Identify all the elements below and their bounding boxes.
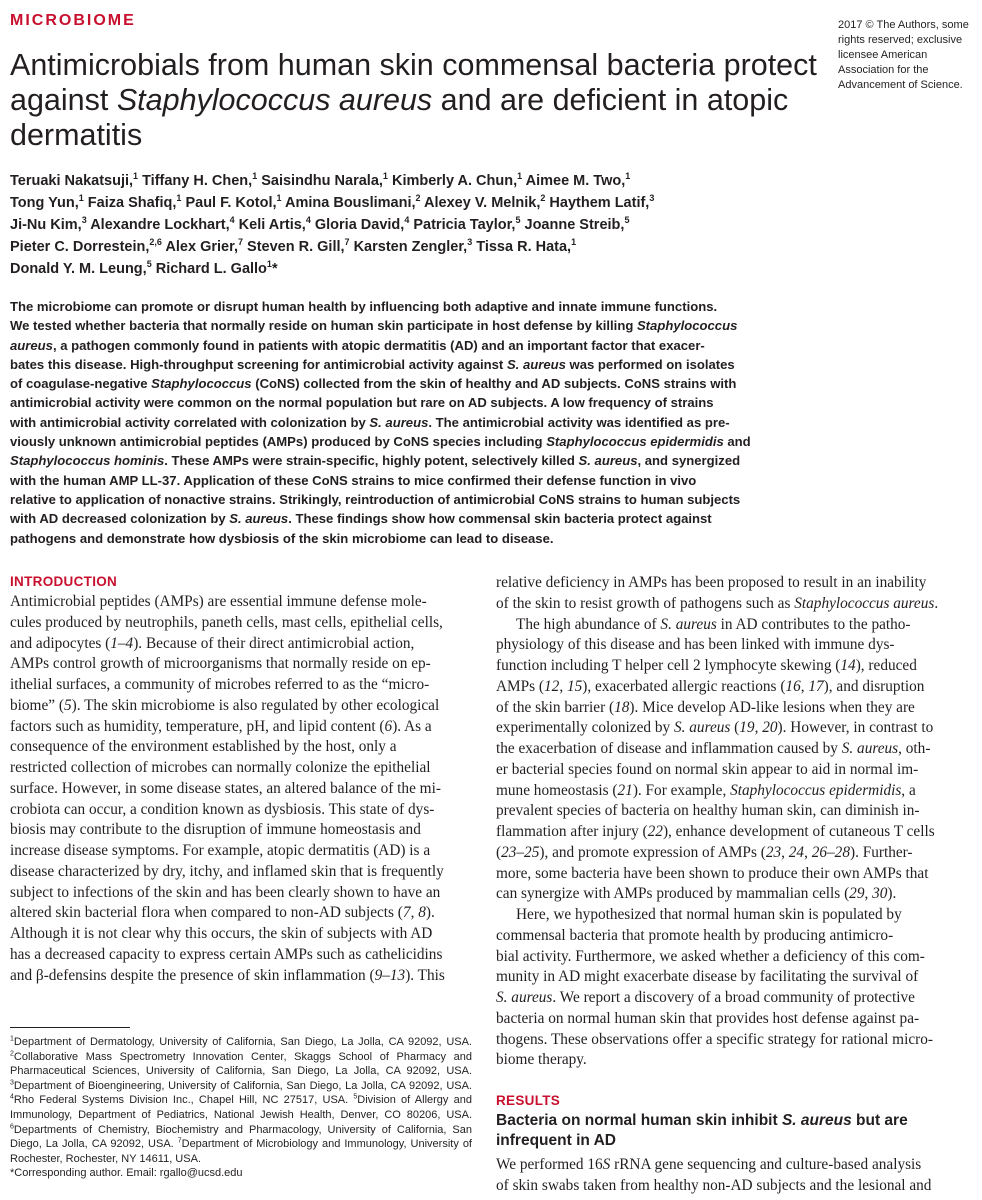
intro-paragraph-3: Here, we hypothesized that normal human skin is populated by commensal bacteria that promote health by producing antimicro- bial activity. Furthermore, we asked whether a deficiency of this com- munity in AD might exacerbate disease by facilitating the survival of S. aureus. We report a discovery of a broad community of protective bacteria on normal human skin that provides host defense against pa- thogens. These observations offer a specific strategy for rational micro- biome therapy. — [496, 906, 933, 1069]
results-subheading: Bacteria on normal human skin inhibit S. aureus but are infrequent in AD — [496, 1112, 908, 1149]
results-heading: RESULTS — [496, 1093, 561, 1108]
intro-paragraph-2: The high abundance of S. aureus in AD contributes to the patho- physiology of this disease and has been linked with immune dys- function including T helper cell 2 lymphocyte skewing (14), reduced AMPs (12, 15), exacerbated allergic reactions (16, 17), and disruption of the skin barrier (18). Mice develop AD-like lesions when they are experimentally colonized by S. aureus (19, 20). However, in contrast to the exacerbation of disease and inflammation caused by S. aureus, oth- er bacterial species found on normal skin appear to aid in normal im- mune homeostasis (21). For example, Staphylococcus epidermidis, a prevalent species of bacteria on healthy human skin, can diminish in- flammation after injury (22), enhance development of cutaneous T cells (23–25), and promote expression of AMPs (23, 24, 26–28). Further- more, some bacteria have been shown to produce their own AMPs that can synergize with AMPs produced by mammalian cells (29, 30). — [496, 615, 935, 903]
left-column-text — [10, 592, 478, 986]
section-label: MICROBIOME — [10, 12, 136, 29]
results-paragraph: We performed 16S rRNA gene sequencing and culture-based analysis of skin swabs taken from healthy non-AD subjects and the lesional and — [496, 1156, 932, 1194]
copyright-notice: 2017 © The Authors, some rights reserved; exclusive licensee American Association for the Advancement of Science. — [838, 19, 969, 91]
article-title — [10, 48, 820, 153]
introduction-heading: INTRODUCTION — [10, 574, 118, 589]
title-italic-species: Staphylococcus aureus — [116, 83, 433, 117]
intro-paragraph-1-continued: relative deficiency in AMPs has been proposed to result in an inability of the skin to resist growth of pathogens such as Staphylococcus aureus. — [496, 574, 939, 612]
author-affiliations: $^1$Department of Dermatology, University of California, San Diego, La Jolla, CA 92092, USA. $^2$Collaborative Mass Spectrometry Innovation Center, Skaggs School of Pharmacy and Pharmaceutical Sciences, University of California, San Diego, La Jolla, CA 92092, USA. $^3$Department of Bioengineering, University of California, San Diego, La Jolla, CA 92092, USA. $^4$Rho Federal Systems Division Inc., Chapel Hill, NC 27517, USA. $^5$Division of Allergy and Immunology, Department of Pediatrics, National Jewish Health, Denver, CO 80206, USA. $^6$Departments of Chemistry, Biochemistry and Pharmacology, University of California, San Diego, La Jolla, CA 92092, USA. $^7$Department of Microbiology and Immunology, University of Rochester, Rochester, NY 14611, USA. *Corresponding author. Email: rgallo@ucsd.edu — [10, 1035, 472, 1180]
title-part-1: Antimicrobials from human skin commensal bacteria protect against — [10, 48, 817, 117]
intro-paragraph-1: Antimicrobial peptides (AMPs) are essential immune defense mole- cules produced by neutrophils, paneth cells, mast cells, epithelial cells, and adipocytes (1–4). Because of their direct antimicrobial action, AMPs control growth of microorganisms that normally reside on ep- ithelial surfaces, a community of microbes referred to as the “micro- biome” (5). The skin microbiome is also regulated by other ecological factors such as humidity, temperature, pH, and lipid content (6). As a consequence of the environment established by the host, only a restricted collection of microbes can normally colonize the epithelial surface. However, in some disease states, an altered balance of the mi- crobiota can occur, a condition known as dysbiosis. This state of dys- biosis may contribute to the disruption of immune homeostasis and increase disease symptoms. For example, atopic dermatitis (AD) is a disease characterized by dry, itchy, and inflamed skin that is frequently subject to infections of the skin and has been clearly shown to have an altered skin bacterial flora when compared to non-AD subjects (7, 8). Although it is not clear why this occurs, the skin of subjects with AD has a decreased capacity to express certain AMPs such as cathelicidins and β-defensins despite the presence of skin inflammation (9–13). This — [10, 593, 445, 984]
right-column-text — [496, 573, 961, 1071]
author-list: Teruaki Nakatsuji,$^1$ Tiffany H. Chen,$^1$ Saisindhu Narala,$^1$ Kimberly A. Chun,$^1$ Aimee M. Two,$^1$ Tong Yun,$^1$ Faiza Shafiq,$^1$ Paul F. Kotol,$^1$ Amina Bouslimani,$^2$ Alexey V. Melnik,$^2$ Haythem Latif,$^3$ Ji-Nu Kim,$^3$ Alexandre Lockhart,$^4$ Keli Artis,$^4$ Gloria David,$^4$ Patricia Taylor,$^5$ Joanne Streib,$^5$ Pieter C. Dorrestein,$^{2,6}$ Alex Grier,$^7$ Steven R. Gill,$^7$ Karsten Zengler,$^3$ Tissa R. Hata,$^1$ Donald Y. M. Leung,$^5$ Richard L. Gallo$^1$* — [10, 171, 655, 277]
footnote-divider — [10, 1027, 130, 1028]
title-part-2: and are deficient in atopic dermatitis — [10, 83, 789, 152]
abstract: The microbiome can promote or disrupt human health by influencing both adaptive and innate immune functions. We tested whether bacteria that normally reside on human skin participate in host defense by killing Staphylococcus aureus, a pathogen commonly found in patients with atopic dermatitis (AD) and an important factor that exacer- bates this disease. High-throughput screening for antimicrobial activity against S. aureus was performed on isolates of coagulase-negative Staphylococcus (CoNS) collected from the skin of healthy and AD subjects. CoNS strains with antimicrobial activity were common on the normal population but rare on AD subjects. A low frequency of strains with antimicrobial activity correlated with colonization by S. aureus. The antimicrobial activity was identified as pre- viously unknown antimicrobial peptides (AMPs) produced by CoNS species including Staphylococcus epidermidis and Staphylococcus hominis. These AMPs were strain-specific, highly potent, selectively killed S. aureus, and synergized with the human AMP LL-37. Application of these CoNS strains to mice confirmed their defense function in vivo relative to application of nonactive strains. Strikingly, reintroduction of antimicrobial CoNS strains to human subjects with AD decreased colonization by S. aureus. These findings show how commensal skin bacteria protect against pathogens and demonstrate how dysbiosis of the skin microbiome can lead to disease. — [10, 299, 751, 546]
